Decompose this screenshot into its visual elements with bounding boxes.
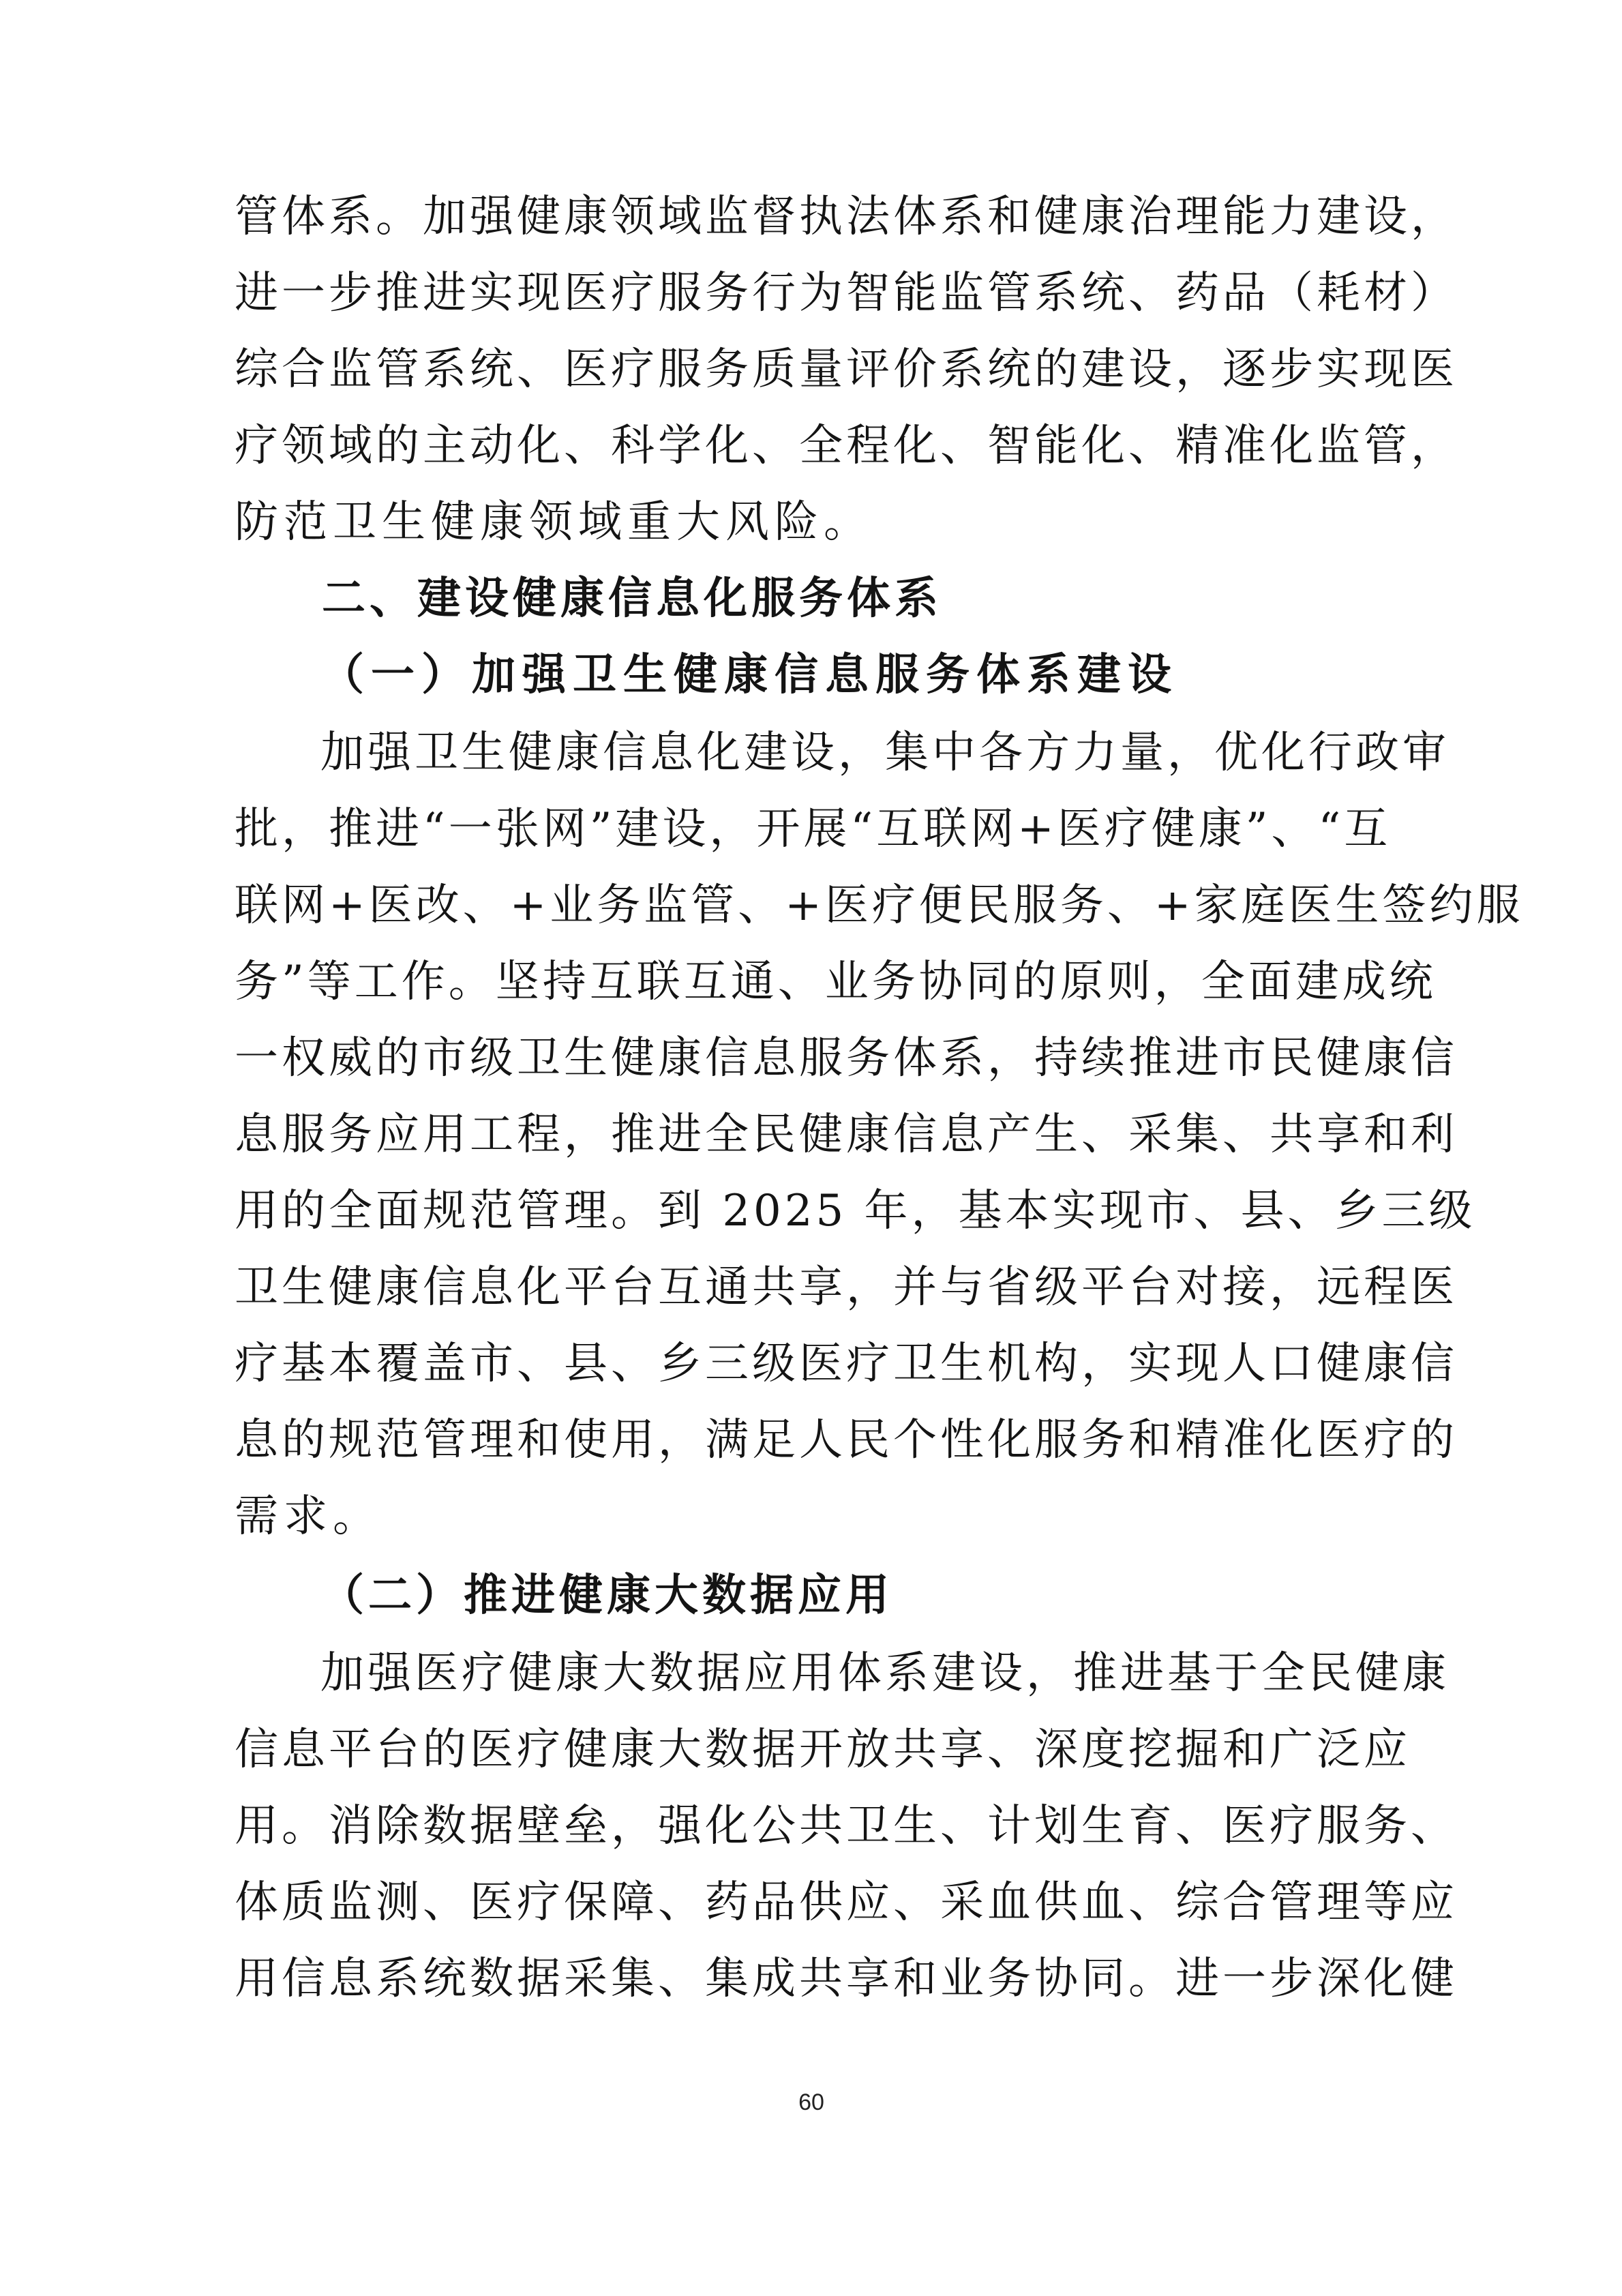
paragraph-line: 疗基本覆盖市、县、乡三级医疗卫生机构，实现人口健康信 xyxy=(235,1339,1458,1389)
paragraph-line: 加强医疗健康大数据应用体系建设，推进基于全民健康 xyxy=(320,1648,1450,1699)
subsection-heading: （一）加强卫生健康信息服务体系建设 xyxy=(320,650,1178,700)
paragraph-line: 用信息系统数据采集、集成共享和业务协同。进一步深化健 xyxy=(235,1954,1458,2004)
subsection-heading: （二）推进健康大数据应用 xyxy=(320,1570,893,1621)
paragraph-line: 疗领域的主动化、科学化、全程化、智能化、精准化监管， xyxy=(235,421,1458,471)
paragraph-line: 综合监管系统、医疗服务质量评价系统的建设，逐步实现医 xyxy=(235,344,1458,395)
paragraph-line: 用。消除数据壁垒，强化公共卫生、计划生育、医疗服务、 xyxy=(235,1801,1458,1851)
paragraph-line: 信息平台的医疗健康大数据开放共享、深度挖掘和广泛应 xyxy=(235,1725,1411,1775)
paragraph-line: 批，推进“一张网”建设，开展“互联网+医疗健康”、“互 xyxy=(235,804,1392,854)
page-number: 60 xyxy=(798,2089,824,2115)
paragraph-line: 息服务应用工程，推进全民健康信息产生、采集、共享和利 xyxy=(235,1109,1458,1160)
paragraph-line: 卫生健康信息化平台互通共享，并与省级平台对接，远程医 xyxy=(235,1262,1458,1313)
paragraph-line: 联网+医改、+业务监管、+医疗便民服务、+家庭医生签约服 xyxy=(235,880,1524,931)
paragraph-line: 用的全面规范管理。到 2025 年，基本实现市、县、乡三级 xyxy=(235,1186,1476,1236)
section-heading: 二、建设健康信息化服务体系 xyxy=(322,573,942,624)
paragraph-line: 需求。 xyxy=(235,1491,382,1542)
paragraph-line: 进一步推进实现医疗服务行为智能监管系统、药品（耗材） xyxy=(235,268,1458,318)
paragraph-line: 防范卫生健康领域重大风险。 xyxy=(235,497,873,548)
paragraph-line: 体质监测、医疗保障、药品供应、采血供血、综合管理等应 xyxy=(235,1877,1458,1928)
paragraph-line: 管体系。加强健康领域监督执法体系和健康治理能力建设， xyxy=(235,192,1458,242)
paragraph-line: 息的规范管理和使用，满足人民个性化服务和精准化医疗的 xyxy=(235,1415,1458,1465)
paragraph-line: 加强卫生健康信息化建设，集中各方力量，优化行政审 xyxy=(320,728,1450,778)
paragraph-line: 务”等工作。坚持互联互通、业务协同的原则，全面建成统 xyxy=(235,957,1437,1007)
paragraph-line: 一权威的市级卫生健康信息服务体系，持续推进市民健康信 xyxy=(235,1033,1458,1084)
